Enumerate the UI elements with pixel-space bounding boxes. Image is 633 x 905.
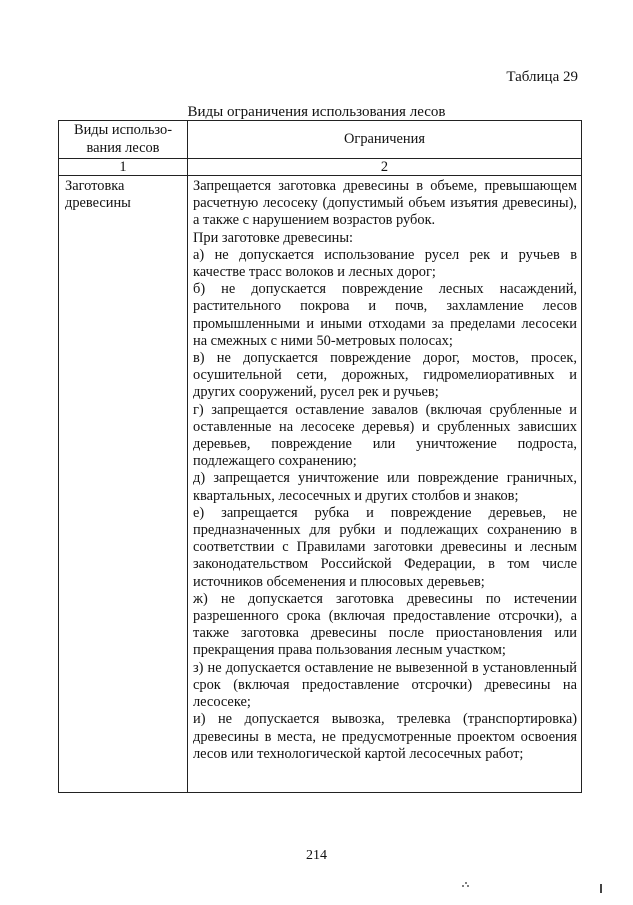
use-type-cell: Заготовка древесины	[59, 176, 188, 793]
column-number-2: 2	[188, 159, 582, 176]
table-number-label: Таблица 29	[506, 69, 578, 85]
restrictions-cell	[188, 176, 582, 793]
restriction-item-d: д) запрещается уничтожение или повреждение граничных, квартальных, лесосечных и других столбов и знаков;	[193, 470, 577, 504]
restriction-item-v: в) не допускается повреждение дорог, мостов, просек, осушительной сети, дорожных, гидромелиоративных и других сооружений, русел рек и ручьев;	[193, 350, 577, 401]
table-title: Виды ограничения использования лесов	[187, 104, 446, 120]
restriction-item-g: г) запрещается оставление завалов (включая срубленные и оставленные на лесосеке деревья) и срубленных зависших деревьев, повреждение или уничтожение подроста, подлежащего сохранению;	[193, 401, 577, 470]
header-cell-use-types: Виды использо-вания лесов	[59, 121, 188, 159]
restriction-intro: Запрещается заготовка древесины в объеме, превышающем расчетную лесосеку (допустимый объем изъятия древесины), а также с нарушением возрастов рубок.	[193, 178, 577, 229]
restriction-item-z: з) не допускается оставление не вывезенной в установленный срок (включая предоставление отсрочки) древесины на лесосеке;	[193, 659, 577, 711]
restriction-item-a: а) не допускается использование русел рек и ручьев в качестве трасс волоков и лесных дорог;	[193, 246, 577, 281]
restriction-item-b: б) не допускается повреждение лесных насаждений, растительного покрова и почв, захламление лесов промышленными и иными отходами за пределами лесосеки на смежных с ними 50-метровых полосах;	[193, 281, 577, 349]
restriction-subheading: При заготовке древесины:	[193, 229, 354, 246]
column-number-row	[59, 159, 582, 176]
table-row	[59, 176, 582, 793]
table-header-row	[59, 121, 582, 159]
column-number-1: 1	[59, 159, 188, 176]
scan-edge-mark	[600, 884, 602, 893]
header-cell-restrictions: Ограничения	[188, 121, 582, 159]
restriction-item-zh: ж) не допускается заготовка древесины по истечении разрешенного срока (включая предоставление отсрочки), а также заготовка древесины после приостановления или прекращения права пользования лесным участком;	[193, 590, 577, 659]
page-number: 214	[306, 848, 327, 863]
restriction-item-e: е) запрещается рубка и повреждение деревьев, не предназначенных для рубки и подлежащих сохранению в соответствии с Правилами заготовки древесины и лесным законодательством Российской Федерации, в том числе источников обсеменения и плюсовых деревьев;	[193, 504, 577, 590]
restriction-item-i: и) не допускается вывозка, трелевка (транспортировка) древесины в места, не предусмотренные проектом освоения лесов или технологической картой лесосечных работ;	[193, 711, 577, 762]
scan-speck-mark	[462, 882, 470, 886]
restrictions-table	[58, 120, 582, 793]
